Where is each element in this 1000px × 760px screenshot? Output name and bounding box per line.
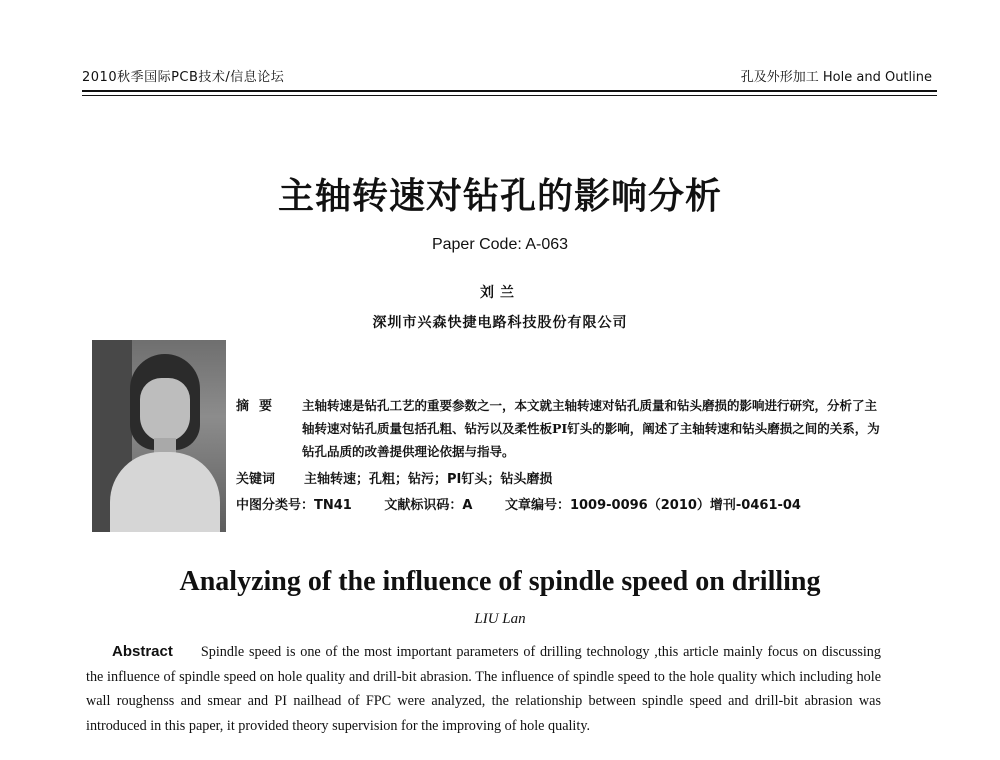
- author-name-english: LIU Lan: [474, 611, 526, 627]
- abstract-en-label: Abstract: [112, 643, 173, 660]
- clc-number: 中图分类号：TN41: [236, 498, 352, 513]
- document-code: 文献标识码：A: [384, 498, 473, 513]
- running-header-right: 孔及外形加工 Hole and Outline: [740, 70, 932, 85]
- author-name-chinese: 刘兰: [480, 285, 520, 301]
- paper-title-chinese: 主轴转速对钻孔的影响分析: [277, 176, 722, 217]
- paper-code: Paper Code: A-063: [431, 236, 569, 253]
- running-header-left: 2010秋季国际PCB技术/信息论坛: [82, 70, 285, 85]
- author-affiliation: 深圳市兴森快捷电路科技股份有限公司: [372, 315, 628, 331]
- header-rule-thin: [82, 95, 937, 96]
- header-rule-thick: [82, 90, 937, 92]
- abstract-cn-label: 摘要: [236, 399, 283, 414]
- abstract-en: [86, 640, 881, 738]
- keywords-cn-label: 关键词: [236, 472, 276, 487]
- article-number: 文章编号：1009-0096（2010）增刊-0461-04: [504, 498, 801, 513]
- abstract-en-text: Spindle speed is one of the most important parameters of drilling technology ,this article mainly focus on discussing the influence of spindle speed on hole quality and drill-bit abrasion. The influence of spindle speed to the hole quality which including hole wall roughenss and smear and PI nailhead of FPC were analyzed, the relationship between spindle speed and drill-bit abrasion was introduced in this paper, it provided theory supervision for the improving of hole quality.: [86, 644, 881, 734]
- paper-title-english: Analyzing of the influence of spindle speed on drilling: [179, 566, 821, 597]
- abstract-cn-text: 主轴转速是钻孔工艺的重要参数之一，本文就主轴转速对钻孔质量和钻头磨损的影响进行研究，分析了主轴转速对钻孔质量包括孔粗、钻污以及柔性板PI钉头的影响，阐述了主轴转速和钻头磨损之间的关系，为钻孔品质的改善提供理论依据与指导。: [302, 398, 880, 459]
- keywords-cn-text: 主轴转速；孔粗；钻污；PI钉头；钻头磨损: [304, 472, 553, 487]
- author-photo: [92, 340, 226, 532]
- classification-row: [236, 494, 801, 513]
